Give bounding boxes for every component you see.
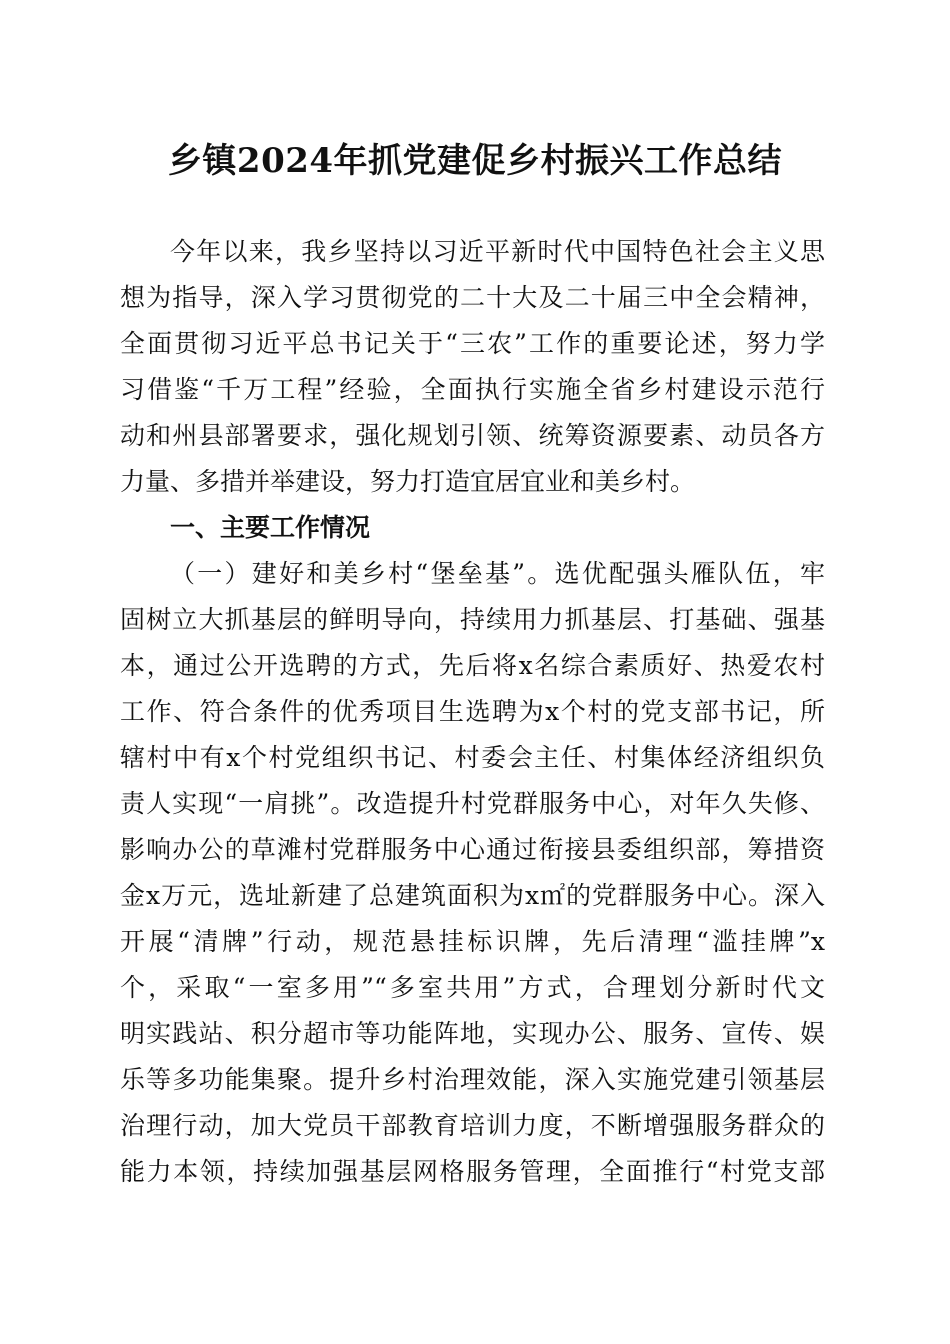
body-line: 辖村中有x个村党组织书记、村委会主任、村集体经济组织负 (120, 743, 825, 772)
body-line: 工作、符合条件的优秀项目生选聘为x个村的党支部书记，所 (120, 697, 825, 726)
intro-line: 全面贯彻习近平总书记关于“三农”工作的重要论述，努力学 (120, 329, 825, 358)
intro-line: 想为指导，深入学习贯彻党的二十大及二十届三中全会精神， (120, 283, 825, 312)
body-line: 固树立大抓基层的鲜明导向，持续用力抓基层、打基础、强基 (120, 605, 825, 634)
body-line: 乐等多功能集聚。提升乡村治理效能，深入实施党建引领基层 (120, 1065, 825, 1094)
intro-line: 动和州县部署要求，强化规划引领、统筹资源要素、动员各方 (120, 421, 825, 450)
body-line: 治理行动，加大党员干部教育培训力度，不断增强服务群众的 (120, 1111, 825, 1140)
body-line: 能力本领，持续加强基层网格服务管理，全面推行“村党支部 (120, 1157, 825, 1186)
section-heading: 一、主要工作情况 (170, 513, 371, 542)
body-line: （一）建好和美乡村“堡垒基”。选优配强头雁队伍，牢 (170, 559, 825, 588)
intro-line: 今年以来，我乡坚持以习近平新时代中国特色社会主义思 (170, 237, 825, 266)
body-line: 明实践站、积分超市等功能阵地，实现办公、服务、宣传、娱 (120, 1019, 825, 1048)
intro-line: 力量、多措并举建设，努力打造宜居宜业和美乡村。 (120, 467, 696, 496)
body-line: 本，通过公开选聘的方式，先后将x名综合素质好、热爱农村 (120, 651, 825, 680)
body-line: 开展“清牌”行动，规范悬挂标识牌，先后清理“滥挂牌”x (120, 927, 825, 956)
document-title: 乡镇2024年抓党建促乡村振兴工作总结 (167, 141, 783, 181)
body-line: 责人实现“一肩挑”。改造提升村党群服务中心，对年久失修、 (120, 789, 825, 818)
body-line: 金x万元，选址新建了总建筑面积为x㎡的党群服务中心。深入 (120, 881, 825, 910)
intro-line: 习借鉴“千万工程”经验，全面执行实施全省乡村建设示范行 (120, 375, 825, 404)
body-line: 影响办公的草滩村党群服务中心通过衔接县委组织部，筹措资 (120, 835, 825, 864)
body-line: 个，采取“一室多用”“多室共用”方式，合理划分新时代文 (120, 973, 825, 1002)
